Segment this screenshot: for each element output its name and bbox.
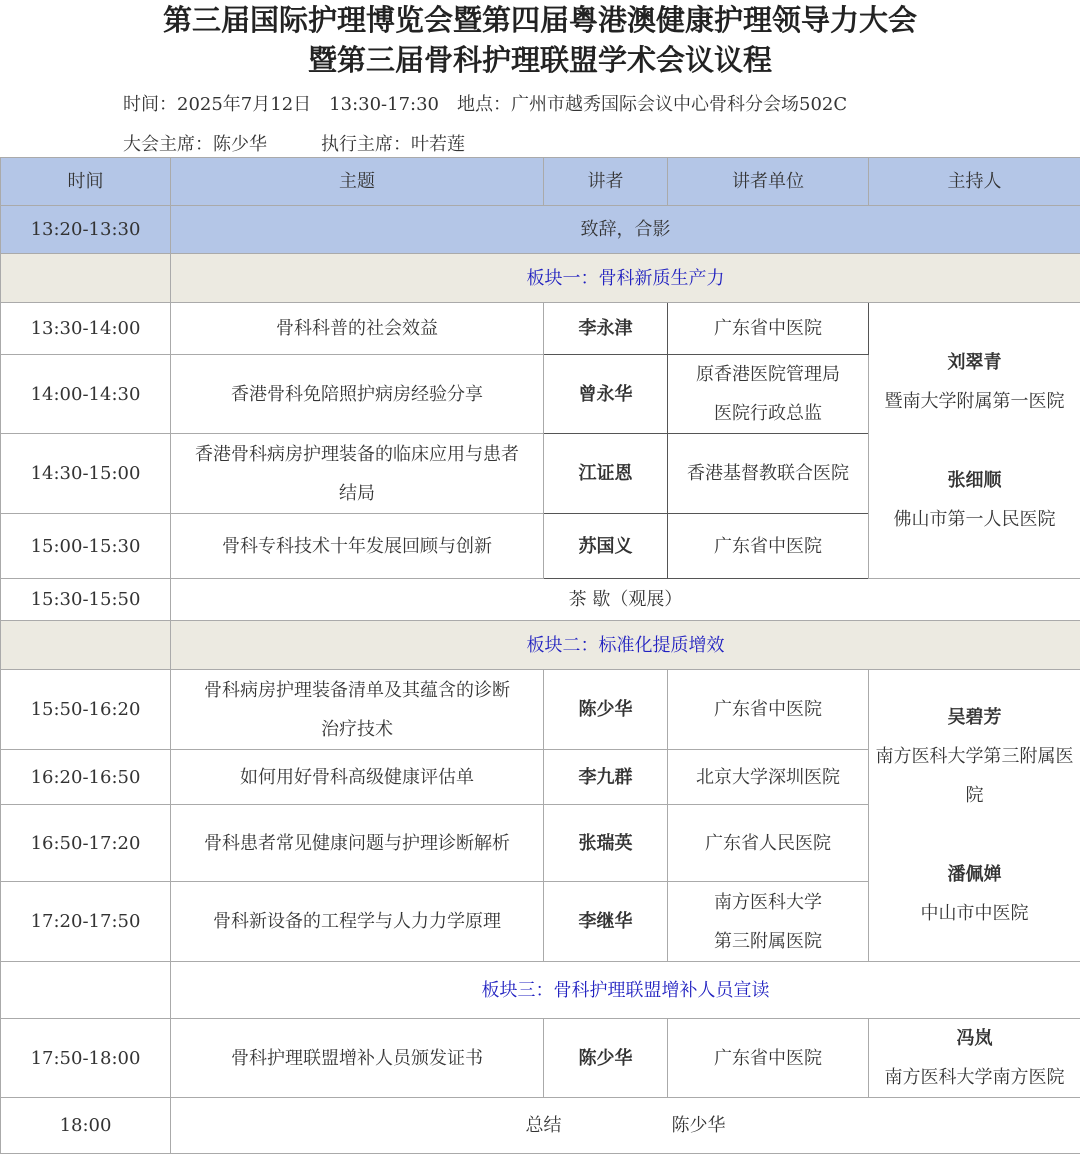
closing-person: 陈少华 (672, 1115, 726, 1136)
header-time: 时间 (1, 158, 171, 206)
speaker-unit: 广东省中医院 (668, 303, 869, 355)
topic: 骨科新设备的工程学与人力力学原理 (171, 882, 544, 962)
host-unit: 暨南大学附属第一医院 (869, 382, 1080, 421)
topic: 骨科护理联盟增补人员颁发证书 (171, 1019, 544, 1098)
speaker-unit: 香港基督教联合医院 (668, 434, 869, 514)
host-cell (869, 1019, 1080, 1098)
speaker: 张瑞英 (544, 805, 668, 882)
host-name: 吴碧芳 (869, 698, 1080, 737)
page-title (0, 0, 1080, 80)
time: 15:50-16:20 (1, 670, 171, 750)
speaker-unit: 广东省中医院 (668, 514, 869, 579)
speaker: 陈少华 (544, 1019, 668, 1098)
chairs: 大会主席：陈少华 执行主席：叶若莲 (123, 130, 465, 156)
header-row (1, 158, 1080, 206)
speaker-unit: 南方医科大学第三附属医院 (668, 882, 869, 962)
title-line1: 第三届国际护理博览会暨第四届粤港澳健康护理领导力大会 (0, 0, 1080, 40)
time: 14:30-15:00 (1, 434, 171, 514)
agenda-table (0, 157, 1080, 1154)
host-name: 潘佩婵 (869, 855, 1080, 894)
closing-cell (171, 1098, 1080, 1154)
topic: 致辞，合影 (171, 206, 1080, 254)
speaker: 曾永华 (544, 355, 668, 434)
closing-label: 总结 (526, 1115, 562, 1136)
topic: 如何用好骨科高级健康评估单 (171, 750, 544, 805)
host-unit: 南方医科大学第三附属医院 (869, 737, 1080, 815)
time: 15:30-15:50 (1, 579, 171, 621)
topic: 骨科患者常见健康问题与护理诊断解析 (171, 805, 544, 882)
time: 13:20-13:30 (1, 206, 171, 254)
break-label: 茶 歇（观展） (171, 579, 1080, 621)
time: 17:20-17:50 (1, 882, 171, 962)
speaker: 李永津 (544, 303, 668, 355)
host-name: 刘翠青 (869, 343, 1080, 382)
time: 16:50-17:20 (1, 805, 171, 882)
topic: 骨科病房护理装备清单及其蕴含的诊断治疗技术 (171, 670, 544, 750)
speaker: 李继华 (544, 882, 668, 962)
table-row (1, 1019, 1080, 1098)
header-speaker: 讲者 (544, 158, 668, 206)
time: 13:30-14:00 (1, 303, 171, 355)
speaker-unit: 原香港医院管理局医院行政总监 (668, 355, 869, 434)
host-name: 张细顺 (869, 461, 1080, 500)
break-row (1, 579, 1080, 621)
topic: 骨科专科技术十年发展回顾与创新 (171, 514, 544, 579)
topic: 香港骨科病房护理装备的临床应用与患者结局 (171, 434, 544, 514)
time: 18:00 (1, 1098, 171, 1154)
topic: 骨科科普的社会效益 (171, 303, 544, 355)
time: 15:00-15:30 (1, 514, 171, 579)
speaker-unit: 广东省中医院 (668, 670, 869, 750)
speaker: 李九群 (544, 750, 668, 805)
header-unit: 讲者单位 (668, 158, 869, 206)
table-row (1, 303, 1080, 355)
table-row (1, 670, 1080, 750)
speaker: 陈少华 (544, 670, 668, 750)
host-unit: 佛山市第一人民医院 (869, 500, 1080, 539)
closing-row (1, 1098, 1080, 1154)
time: 17:50-18:00 (1, 1019, 171, 1098)
speaker: 江证恩 (544, 434, 668, 514)
opening-row (1, 206, 1080, 254)
section-row (1, 621, 1080, 670)
host-cell (869, 670, 1080, 962)
time: 16:20-16:50 (1, 750, 171, 805)
section-title: 板块一：骨科新质生产力 (171, 254, 1080, 303)
section-row (1, 254, 1080, 303)
host-name: 冯岚 (869, 1019, 1080, 1058)
speaker-unit: 广东省人民医院 (668, 805, 869, 882)
speaker-unit: 广东省中医院 (668, 1019, 869, 1098)
time-location: 时间：2025年7月12日 13:30-17:30 地点：广州市越秀国际会议中心骨科分会场502C (123, 90, 847, 116)
host-cell (869, 303, 1080, 579)
speaker-unit: 北京大学深圳医院 (668, 750, 869, 805)
time: 14:00-14:30 (1, 355, 171, 434)
host-unit: 南方医科大学南方医院 (869, 1058, 1080, 1097)
host-unit: 中山市中医院 (869, 894, 1080, 933)
section-title: 板块三：骨科护理联盟增补人员宣读 (171, 962, 1080, 1019)
section-title: 板块二：标准化提质增效 (171, 621, 1080, 670)
header-topic: 主题 (171, 158, 544, 206)
header-host: 主持人 (869, 158, 1080, 206)
section-row (1, 962, 1080, 1019)
title-line2: 暨第三届骨科护理联盟学术会议议程 (0, 40, 1080, 80)
speaker: 苏国义 (544, 514, 668, 579)
topic: 香港骨科免陪照护病房经验分享 (171, 355, 544, 434)
